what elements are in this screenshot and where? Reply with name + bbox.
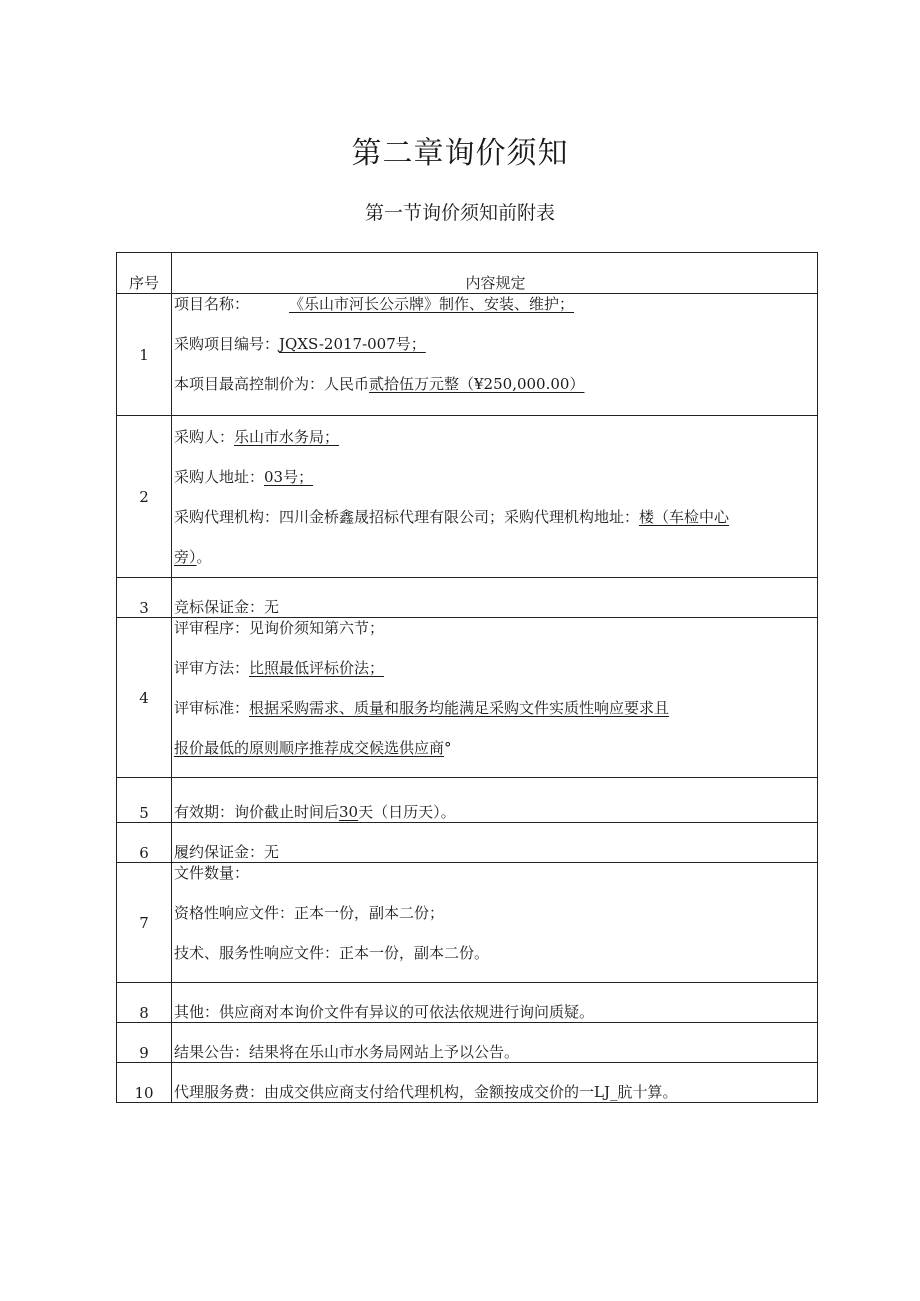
header-num: 序号 bbox=[117, 253, 172, 294]
line-value: 乐山市水务局； bbox=[234, 427, 340, 446]
line-value: 贰拾伍万元整（¥250,000.00） bbox=[369, 375, 585, 393]
content-line: 履约保证金：无 bbox=[174, 843, 280, 861]
table-header-row bbox=[117, 253, 818, 294]
content-line bbox=[174, 507, 817, 527]
header-content: 内容规定 bbox=[172, 253, 818, 294]
content-line bbox=[174, 427, 817, 447]
line-label: 采购人地址： bbox=[174, 467, 265, 486]
line-label: 有效期：询价截止时间后 bbox=[174, 803, 340, 821]
line-label: 项目名称： bbox=[174, 295, 250, 313]
line-label: 评审标准： bbox=[174, 699, 250, 717]
row-content bbox=[172, 778, 818, 823]
content-line bbox=[174, 374, 817, 394]
table-row bbox=[117, 294, 818, 416]
table-row bbox=[117, 863, 818, 983]
content-line bbox=[174, 802, 817, 822]
line-label: 采购项目编号： bbox=[174, 335, 280, 353]
line-value: 比照最低评标价法； bbox=[249, 659, 385, 677]
row-content bbox=[172, 983, 818, 1023]
row-content bbox=[172, 294, 818, 416]
row-content bbox=[172, 578, 818, 618]
table-row bbox=[117, 823, 818, 863]
chapter-title: 第二章询价须知 bbox=[351, 136, 569, 171]
row-content bbox=[172, 1023, 818, 1063]
line-value: 报价最低的原则顺序推荐成交候选供应商 bbox=[174, 739, 445, 757]
line-tail: 天（日历天）。 bbox=[358, 803, 456, 821]
row-number: 3 bbox=[117, 578, 172, 618]
row-number: 10 bbox=[117, 1063, 172, 1103]
line-value: 楼（车检中心 bbox=[639, 507, 730, 526]
content-line: 文件数量： bbox=[174, 864, 250, 882]
content-line bbox=[174, 738, 817, 758]
row-content bbox=[172, 863, 818, 983]
content-line: 资格性响应文件：正本一份，副本二份； bbox=[174, 904, 445, 922]
row-number: 2 bbox=[117, 416, 172, 578]
row-number: 6 bbox=[117, 823, 172, 863]
row-number: 8 bbox=[117, 983, 172, 1023]
table-row bbox=[117, 983, 818, 1023]
row-number: 7 bbox=[117, 863, 172, 983]
content-line: 竞标保证金：无 bbox=[174, 598, 280, 616]
table-row bbox=[117, 618, 818, 778]
line-value: 《乐山市河长公示牌》制作、安装、维护； bbox=[289, 295, 575, 313]
line-tail: 。 bbox=[196, 547, 212, 566]
content-line: 结果公告：结果将在乐山市水务局网站上予以公告。 bbox=[174, 1043, 520, 1061]
line-tail: ° bbox=[444, 739, 452, 757]
row-content bbox=[172, 823, 818, 863]
table-row bbox=[117, 1023, 818, 1063]
row-content bbox=[172, 1063, 818, 1103]
content-line: 代理服务费：由成交供应商支付给代理机构，金额按成交价的一LJ_肮十算。 bbox=[174, 1083, 678, 1101]
table-row bbox=[117, 578, 818, 618]
line-label: 本项目最高控制价为：人民币 bbox=[174, 375, 370, 393]
row-number: 5 bbox=[117, 778, 172, 823]
line-label: 采购人： bbox=[174, 427, 235, 446]
row-number: 4 bbox=[117, 618, 172, 778]
content-line bbox=[174, 658, 817, 678]
content-line bbox=[174, 547, 817, 567]
line-label: 采购代理机构：四川金桥鑫晟招标代理有限公司；采购代理机构地址： bbox=[174, 507, 640, 526]
content-line bbox=[174, 294, 817, 314]
table-row bbox=[117, 778, 818, 823]
line-value: JQXS-2017-007号； bbox=[279, 335, 426, 353]
content-line: 其他：供应商对本询价文件有异议的可依法依规进行询问质疑。 bbox=[174, 1003, 595, 1021]
content-line bbox=[174, 467, 817, 487]
table-row bbox=[117, 1063, 818, 1103]
row-number: 1 bbox=[117, 294, 172, 416]
content-line bbox=[174, 334, 817, 354]
line-value: 30 bbox=[339, 803, 359, 821]
line-value: 03号； bbox=[264, 467, 314, 486]
section-title: 第一节询价须知前附表 bbox=[364, 202, 555, 224]
content-line: 技术、服务性响应文件：正本一份，副本二份。 bbox=[174, 944, 490, 962]
content-line: 评审程序：见询价须知第六节； bbox=[174, 619, 385, 637]
line-label: 评审方法： bbox=[174, 659, 250, 677]
row-content bbox=[172, 416, 818, 578]
line-value: 根据采购需求、质量和服务均能满足采购文件实质性响应要求且 bbox=[249, 699, 670, 717]
line-value: 旁） bbox=[174, 547, 197, 566]
row-number: 9 bbox=[117, 1023, 172, 1063]
content-line bbox=[174, 698, 817, 718]
requirements-table bbox=[116, 252, 818, 1103]
table-row bbox=[117, 416, 818, 578]
row-content bbox=[172, 618, 818, 778]
